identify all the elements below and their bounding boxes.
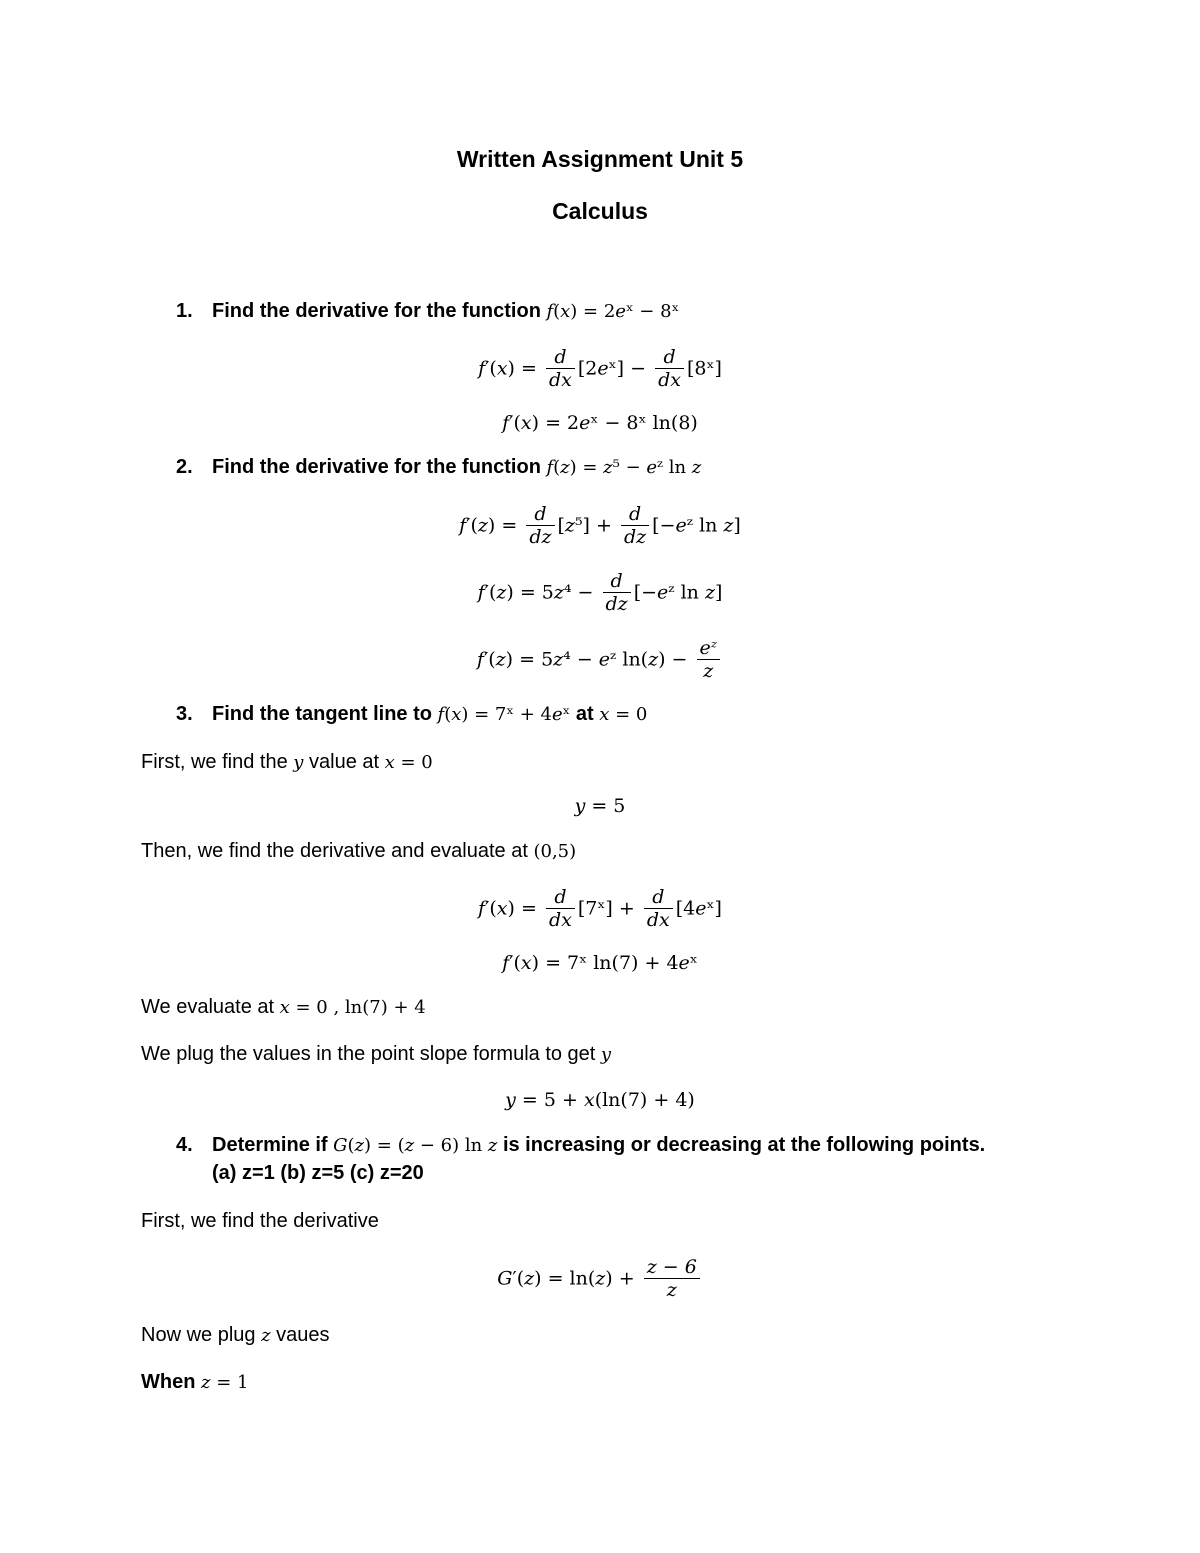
- document-title: Written Assignment Unit 5: [456, 146, 744, 172]
- question-text: Find the derivative for the function: [212, 456, 541, 478]
- fraction: $\frac{\text{𝑑}}{\text{𝑑𝑥}}$: [546, 886, 575, 931]
- paragraph: Then, we find the derivative and evaluate at (0,5): [141, 840, 577, 862]
- document-subtitle: Calculus: [552, 198, 648, 224]
- question-number: 3.: [176, 703, 193, 725]
- fraction: $\frac{\text{𝑑}}{\text{𝑑𝑧}}$: [621, 503, 649, 548]
- fraction: $\frac{\text{𝑑}}{\text{𝑑𝑥}}$: [546, 346, 575, 391]
- question-expression: 𝑓(𝑥) = 2𝑒ˣ − 8ˣ: [546, 301, 680, 322]
- fraction: $\frac{\text{𝑑}}{\text{𝑑𝑧}}$: [526, 503, 554, 548]
- fraction: $\frac{\text{𝑒ᶻ}}{\text{𝑧}}$: [697, 637, 721, 682]
- fraction: $\frac{\text{𝑑}}{\text{𝑑𝑥}}$: [655, 346, 684, 391]
- question-expression: 𝑓(𝑧) = 𝑧⁵ − 𝑒ᶻ ln 𝑧: [546, 457, 702, 478]
- question-2: [176, 456, 701, 479]
- q3-equation-2: 𝑓′(𝑥) = 7ˣ ln(7) + 4𝑒ˣ: [502, 952, 698, 974]
- question-text: Determine if: [212, 1134, 328, 1156]
- question-number: 1.: [176, 300, 193, 322]
- q3-equation-1: 𝑓′(𝑥) = $\frac{\text{𝑑}}{\text{𝑑𝑥}}$ [7ˣ] + $\frac{\text{𝑑}}{\text{𝑑𝑥}}$ [4𝑒ˣ]: [478, 886, 722, 931]
- question-subparts: (a) z=1 (b) z=5 (c) z=20: [212, 1162, 424, 1184]
- paragraph: We evaluate at 𝑥 = 0 , ln(7) + 4: [141, 996, 426, 1018]
- paragraph: We plug the values in the point slope formula to get 𝑦: [141, 1043, 612, 1065]
- fraction: $\frac{\text{𝑧 − 6}}{\text{𝑧}}$: [644, 1256, 700, 1301]
- paragraph: When 𝑧 = 1: [141, 1371, 249, 1393]
- fraction: $\frac{\text{𝑑}}{\text{𝑑𝑥}}$: [644, 886, 673, 931]
- question-number: 4.: [176, 1134, 193, 1156]
- question-text: Find the derivative for the function: [212, 300, 541, 322]
- paragraph: First, we find the 𝑦 value at 𝑥 = 0: [141, 751, 433, 773]
- question-expression: 𝑓(𝑥) = 7ˣ + 4𝑒ˣ: [437, 704, 571, 725]
- q2-equation-3: 𝑓′(𝑧) = 5𝑧⁴ − 𝑒ᶻ ln(𝑧) − $\frac{\text{𝑒ᶻ}}{\text{𝑧}}$: [0, 637, 1200, 682]
- question-expression: 𝐺(𝑧) = (𝑧 − 6) ln 𝑧: [333, 1135, 498, 1156]
- fraction: $\frac{\text{𝑑}}{\text{𝑑𝑧}}$: [603, 570, 631, 615]
- paragraph: First, we find the derivative: [141, 1210, 379, 1232]
- q1-equation-1: 𝑓′(𝑥) = $\frac{\text{𝑑}}{\text{𝑑𝑥}}$ [2𝑒ˣ] − $\frac{\text{𝑑}}{\text{𝑑𝑥}}$ [8ˣ]: [478, 346, 722, 391]
- question-3: 3. Find the tangent line to 𝑓(𝑥) = 7ˣ + 4𝑒ˣ at 𝑥 = 0: [176, 703, 648, 725]
- question-4: 4. Determine if 𝐺(𝑧) = (𝑧 − 6) ln 𝑧 is increasing or decreasing at the following points. (a) z=1 (b) z=5 (c) z=20: [176, 1134, 986, 1184]
- q3-equation-y: 𝑦 = 5: [574, 795, 626, 817]
- q4-equation-1: 𝐺′(𝑧) = ln(𝑧) + $\frac{\text{𝑧 − 6}}{\text{𝑧}}$: [0, 1256, 1200, 1301]
- question-text: Find the tangent line to: [212, 703, 432, 725]
- q3-equation-3: 𝑦 = 5 + 𝑥(ln(7) + 4): [505, 1089, 695, 1111]
- question-1: [176, 300, 679, 323]
- q2-equation-2: 𝑓′(𝑧) = 5𝑧⁴ − $\frac{\text{𝑑}}{\text{𝑑𝑧}}$ [−𝑒ᶻ ln 𝑧]: [477, 570, 723, 615]
- q2-equation-1: 𝑓′(𝑧) = $\frac{\text{𝑑}}{\text{𝑑𝑧}}$ [𝑧⁵] + $\frac{\text{𝑑}}{\text{𝑑𝑧}}$ [−𝑒ᶻ ln 𝑧]: [459, 503, 741, 548]
- q1-equation-2: 𝑓′(𝑥) = 2𝑒ˣ − 8ˣ ln(8): [502, 412, 698, 434]
- question-number: 2.: [176, 456, 193, 478]
- paragraph: Now we plug 𝑧 vaues: [141, 1324, 330, 1346]
